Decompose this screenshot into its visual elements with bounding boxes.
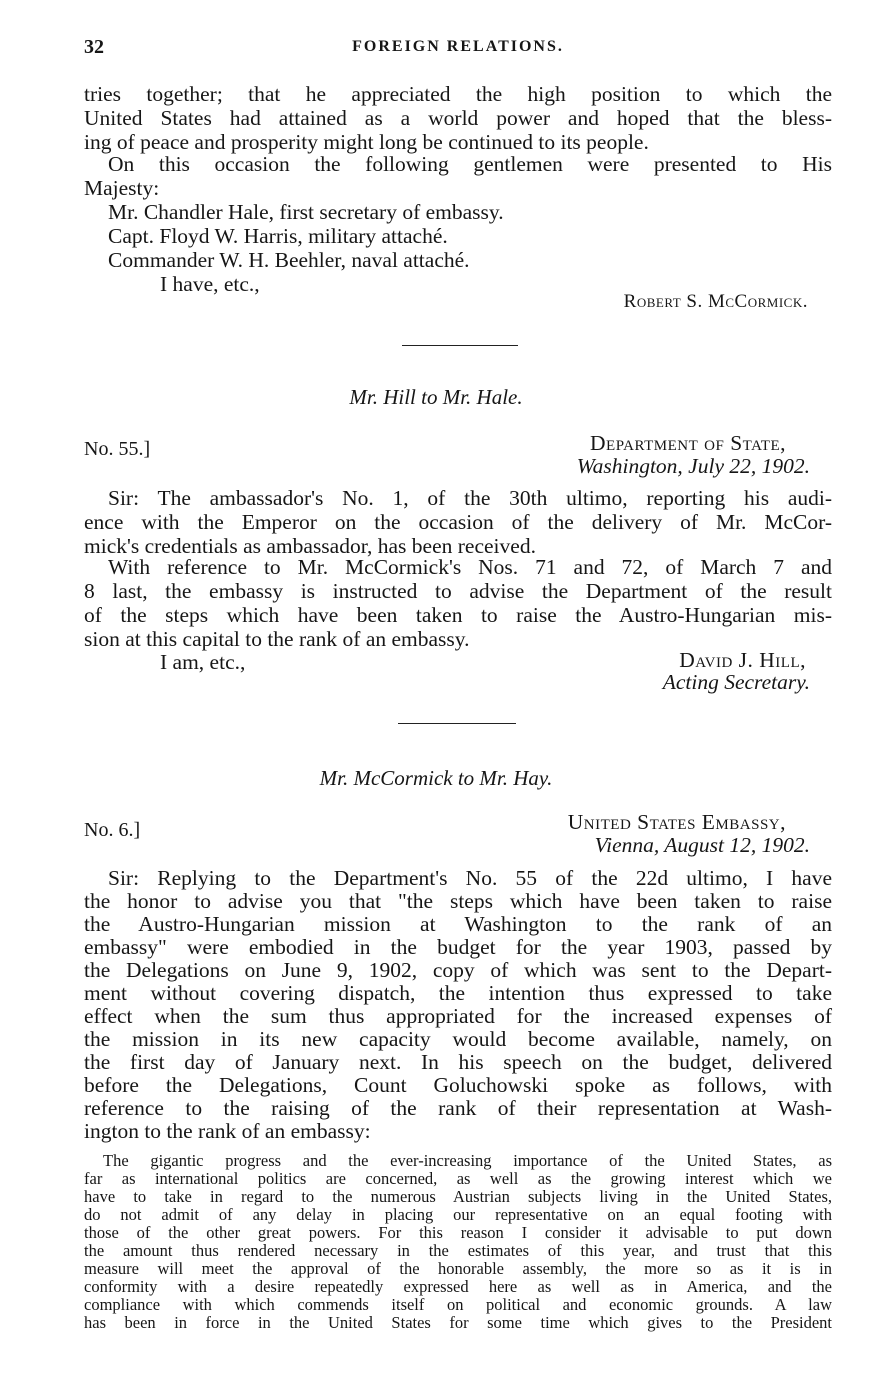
body-line: With reference to Mr. McCormick's Nos. 71 and 72, of March 7 and bbox=[108, 555, 832, 579]
body-line: the Austro-Hungarian mission at Washington to the rank of an bbox=[84, 912, 832, 936]
presented-item: Capt. Floyd W. Harris, military attaché. bbox=[108, 224, 448, 248]
body-line: reference to the raising of the rank of their representation at Wash- bbox=[84, 1096, 832, 1120]
letter-heading: Mr. Hill to Mr. Hale. bbox=[349, 385, 523, 409]
body-line: of the steps which have been taken to raise the Austro-Hungarian mis- bbox=[84, 603, 832, 627]
body-line: 8 last, the embassy is instructed to advise the Department of the result bbox=[84, 579, 832, 603]
presented-item: Mr. Chandler Hale, first secretary of embassy. bbox=[108, 200, 504, 224]
letter-heading: Mr. McCormick to Mr. Hay. bbox=[319, 766, 553, 790]
body-line: the first day of January next. In his speech on the budget, delivered bbox=[84, 1050, 832, 1074]
page-number: 32 bbox=[84, 36, 104, 58]
body-line: Sir: Replying to the Department's No. 55 of the 22d ultimo, I have bbox=[108, 866, 832, 890]
body-line: sion at this capital to the rank of an embassy. bbox=[84, 627, 470, 651]
sender-organization: United States Embassy, bbox=[567, 810, 786, 834]
dispatch-number: No. 55.] bbox=[84, 438, 151, 460]
closing: I have, etc., bbox=[160, 272, 260, 296]
presented-item: Commander W. H. Beehler, naval attaché. bbox=[108, 248, 470, 272]
closing: I am, etc., bbox=[160, 650, 246, 674]
signature-title: Acting Secretary. bbox=[662, 670, 810, 694]
body-line: embassy" were embodied in the budget for the year 1903, passed by bbox=[84, 935, 832, 959]
body-line: the honor to advise you that "the steps which have been taken to raise bbox=[84, 889, 832, 913]
running-title: FOREIGN RELATIONS. bbox=[352, 38, 564, 55]
quote-line: far as international politics are concerned, as well as the growing interest which we bbox=[84, 1169, 832, 1188]
body-line: the mission in its new capacity would become available, namely, on bbox=[84, 1027, 832, 1051]
body-line: Sir: The ambassador's No. 1, of the 30th ultimo, reporting his audi- bbox=[108, 486, 832, 510]
sender-department: Department of State, bbox=[590, 431, 786, 455]
quote-line: the amount thus rendered necessary in the estimates of this year, and trust that this bbox=[84, 1241, 832, 1260]
body-line: mick's credentials as ambassador, has been received. bbox=[84, 534, 536, 558]
quote-line: measure will meet the approval of the honorable assembly, the more so as it is in bbox=[84, 1259, 832, 1278]
signature: Robert S. McCormick. bbox=[623, 291, 808, 312]
body-line: ment without covering dispatch, the intention thus expressed to take bbox=[84, 981, 832, 1005]
body-line: United States had attained as a world power and hoped that the bless- bbox=[84, 106, 832, 130]
quote-line: have to take in regard to the numerous Austrian subjects living in the United States, bbox=[84, 1187, 832, 1206]
quote-line: conformity with a desire repeatedly expressed here as well as in America, and the bbox=[84, 1277, 832, 1296]
body-line: ing of peace and prosperity might long be continued to its people. bbox=[84, 130, 649, 154]
section-divider bbox=[402, 345, 518, 346]
body-line: Majesty: bbox=[84, 176, 160, 200]
signature-name: David J. Hill, bbox=[679, 648, 806, 672]
body-line: ington to the rank of an embassy: bbox=[84, 1119, 371, 1143]
sender-date: Washington, July 22, 1902. bbox=[576, 454, 810, 478]
body-line: the Delegations on June 9, 1902, copy of which was sent to the Depart- bbox=[84, 958, 832, 982]
quote-line: do not admit of any delay in placing our representative on an equal footing with bbox=[84, 1205, 832, 1224]
quote-line: those of the other great powers. For this reason I consider it advisable to put down bbox=[84, 1223, 832, 1242]
body-line: On this occasion the following gentlemen were presented to His bbox=[108, 152, 832, 176]
body-line: effect when the sum thus appropriated for the increased expenses of bbox=[84, 1004, 832, 1028]
body-line: before the Delegations, Count Goluchowski spoke as follows, with bbox=[84, 1073, 832, 1097]
body-line: tries together; that he appreciated the high position to which the bbox=[84, 82, 832, 106]
body-line: ence with the Emperor on the occasion of the delivery of Mr. McCor- bbox=[84, 510, 832, 534]
running-head bbox=[84, 36, 832, 60]
quote-line: has been in force in the United States for some time which gives to the President bbox=[84, 1313, 832, 1332]
sender-date: Vienna, August 12, 1902. bbox=[594, 833, 810, 857]
section-divider bbox=[398, 723, 516, 724]
quote-line: The gigantic progress and the ever-increasing importance of the United States, as bbox=[103, 1151, 832, 1170]
quote-line: compliance with which commends itself on political and economic grounds. A law bbox=[84, 1295, 832, 1314]
dispatch-number: No. 6.] bbox=[84, 819, 141, 841]
